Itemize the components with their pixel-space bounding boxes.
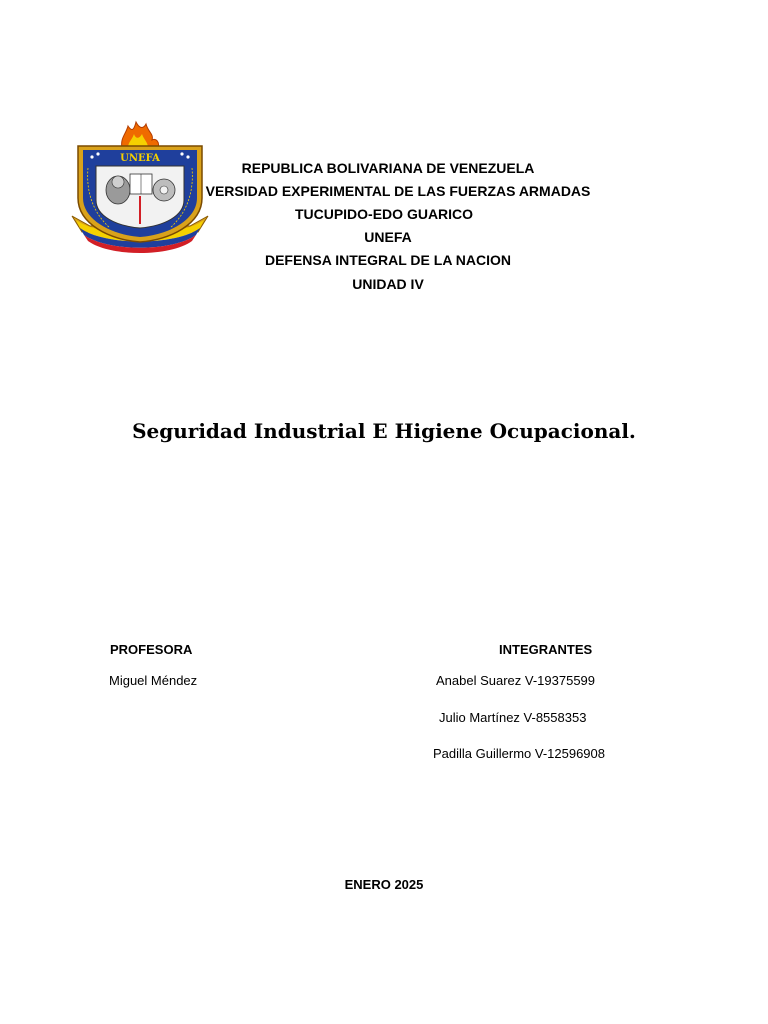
header-line-defensa: DEFENSA INTEGRAL DE LA NACION bbox=[264, 252, 512, 268]
professor-label: PROFESORA bbox=[110, 642, 193, 657]
header-line-unefa: UNEFA bbox=[364, 229, 412, 245]
member-name: Anabel Suarez V-19375599 bbox=[436, 673, 596, 688]
header-line-tucupido: TUCUPIDO-EDO GUARICO bbox=[294, 206, 474, 222]
logo-text: UNEFA bbox=[120, 153, 160, 164]
header-line-universidad: VERSIDAD EXPERIMENTAL DE LAS FUERZAS ARMADAS bbox=[205, 183, 591, 199]
member-name: Julio Martínez V-8558353 bbox=[439, 710, 587, 725]
professor-name: Miguel Méndez bbox=[109, 673, 198, 688]
member-name: Padilla Guillermo V-12596908 bbox=[433, 746, 605, 761]
members-label: INTEGRANTES bbox=[499, 642, 593, 657]
document-date: ENERO 2025 bbox=[344, 877, 424, 892]
header-line-republica: REPUBLICA BOLIVARIANA DE VENEZUELA bbox=[241, 160, 535, 176]
header-line-unidad: UNIDAD IV bbox=[352, 276, 424, 292]
document-title: Seguridad Industrial E Higiene Ocupacional. bbox=[132, 419, 636, 443]
